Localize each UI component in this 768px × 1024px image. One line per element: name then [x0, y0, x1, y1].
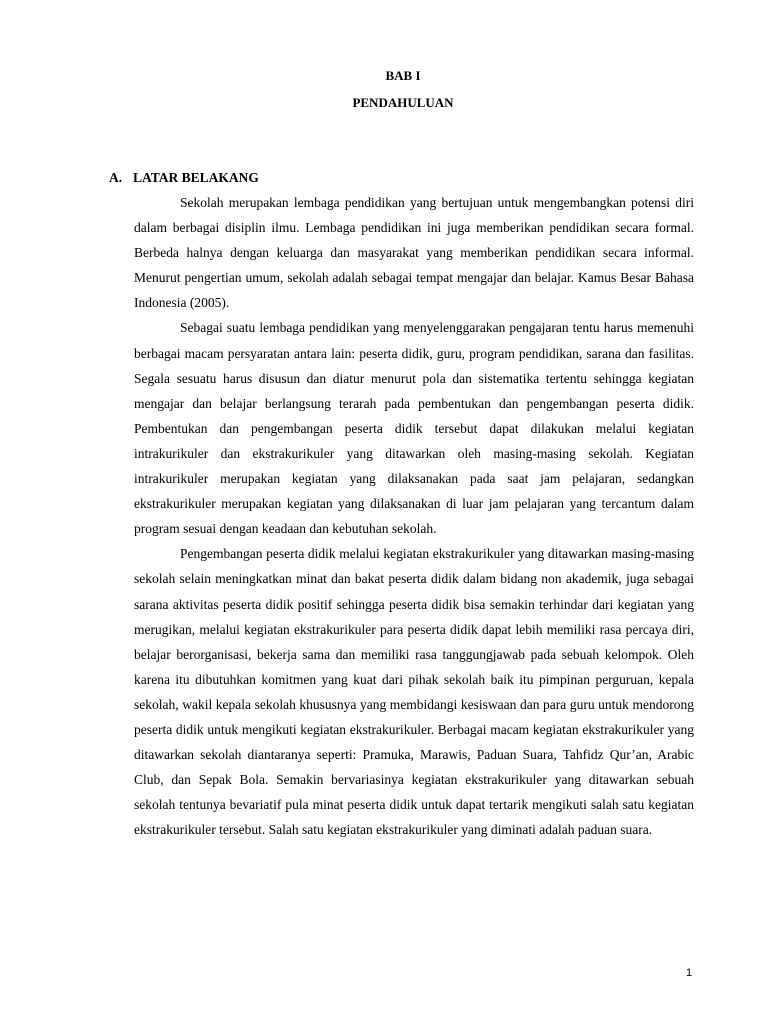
section-letter: A. — [109, 170, 123, 185]
paragraph-2: Sebagai suatu lembaga pendidikan yang menyelenggarakan pengajaran tentu harus memenuhi berbagai macam persyaratan antara lain: peserta didik, guru, program pendidikan, sarana dan fasilitas. Segala sesuatu harus disusun dan diatur menurut pola dan sistematika tertentu sehingga kegiatan mengajar dan belajar berlangsung terarah pada pembentukan dan pengembangan peserta didik. Pembentukan dan pengembangan peserta didik tersebut dapat dilakukan melalui kegiatan intrakurikuler dan ekstrakurikuler yang ditawarkan oleh masing-masing sekolah. Kegiatan intrakurikuler merupakan kegiatan yang dilaksanakan pada saat jam pelajaran, sedangkan ekstrakurikuler merupakan kegiatan yang dilaksanakan di luar jam pelajaran yang tercantum dalam program sesuai dengan keadaan dan kebutuhan sekolah. — [134, 320, 694, 537]
paragraph-3: Pengembangan peserta didik melalui kegiatan ekstrakurikuler yang ditawarkan masing-masing sekolah selain meningkatkan minat dan bakat peserta didik dalam bidang non akademik, juga sebagai sarana aktivitas peserta didik positif sehingga peserta didik bisa semakin terhindar dari kegiatan yang merugikan, melalui kegiatan ekstrakurikuler para peserta didik dapat lebih memiliki rasa percaya diri, belajar berorganisasi, bekerja sama dan memiliki rasa tanggungjawab pada sebuah kelompok. Oleh karena itu dibutuhkan komitmen yang kuat dari pihak sekolah baik itu pimpinan perguruan, kepala sekolah, wakil kepala sekolah khususnya yang membidangi kesiswaan dan para guru untuk mendorong peserta didik untuk mengikuti kegiatan ekstrakurikuler. Berbagai macam kegiatan ekstrakurikuler yang ditawarkan sekolah diantaranya seperti: Pramuka, Marawis, Paduan Suara, Tahfidz Qur’an, Arabic Club, dan Sepak Bola. Semakin bervariasinya kegiatan ekstrakurikuler yang ditawarkan sebuah sekolah tentunya bevariatif pula minat peserta didik untuk dapat tertarik mengikuti salah satu kegiatan ekstrakurikuler tersebut. Salah satu kegiatan ekstrakurikuler yang diminati adalah paduan suara. — [134, 546, 694, 838]
section-title: LATAR BELAKANG — [133, 170, 259, 185]
chapter-title: PENDAHULUAN — [352, 95, 454, 110]
body-text — [134, 190, 694, 842]
section-heading — [109, 170, 259, 186]
paragraph-1: Sekolah merupakan lembaga pendidikan yang bertujuan untuk mengembangkan potensi diri dalam berbagai disiplin ilmu. Lembaga pendidikan ini juga memberikan pendidikan secara formal. Berbeda halnya dengan keluarga dan masyarakat yang memberikan pendidikan secara informal. Menurut pengertian umum, sekolah adalah sebagai tempat mengajar dan belajar. Kamus Besar Bahasa Indonesia (2005). — [134, 195, 694, 311]
page-number: 1 — [686, 967, 693, 979]
chapter-number: BAB I — [385, 68, 421, 83]
